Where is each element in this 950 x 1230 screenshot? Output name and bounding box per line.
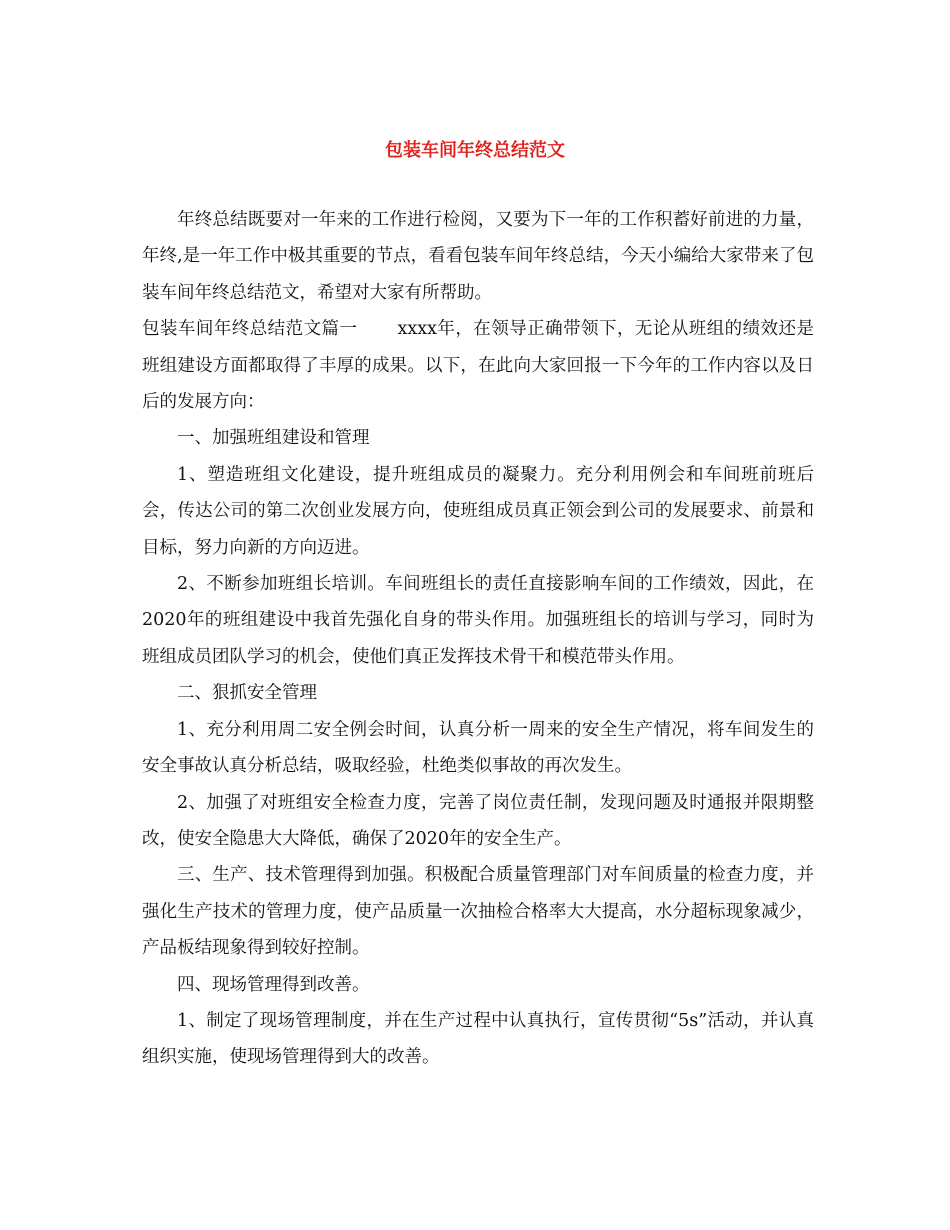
document-title: 包装车间年终总结范文 (385, 140, 565, 161)
heading-section-two: 二、狠抓安全管理 (177, 683, 317, 704)
paragraph-2-1: 1、充分利用周二安全例会时间，认真分析一周来的安全生产情况，将车间发生的安全事故认真分析总结，吸取经验，杜绝类似事故的再次发生。 (142, 719, 814, 777)
paragraph-intro: 年终总结既要对一年来的工作进行检阅，又要为下一年的工作积蓄好前进的力量，年终,是一年工作中极其重要的节点，看看包装车间年终总结，今天小编给大家带来了包装车间年终总结范文，希望对大家有所帮助。 (142, 210, 814, 303)
document-body (142, 202, 814, 1076)
heading-section-four: 四、现场管理得到改善。 (177, 974, 370, 995)
paragraph-1-1: 1、塑造班组文化建设，提升班组成员的凝聚力。充分利用例会和车间班前班后会，传达公司的第二次创业发展方向，使班组成员真正领会到公司的发展要求、前景和目标，努力向新的方向迈进。 (142, 464, 814, 558)
paragraph-1-2: 2、不断参加班组长培训。车间班组长的责任直接影响车间的工作绩效，因此，在2020年的班组建设中我首先强化自身的带头作用。加强班组长的培训与学习，同时为班组成员团队学习的机会，使他们真正发挥技术骨干和模范带头作用。 (142, 574, 814, 667)
heading-section-one: 一、加强班组建设和管理 (177, 428, 370, 449)
article-one-lead: xxxx年，在领导正确带领下，无论从班组的绩效还是班组建设方面都取得了丰厚的成果。以下，在此向大家回报一下今年的工作内容以及日后的发展方向： (142, 319, 815, 413)
article-one-heading: 包装车间年终总结范文篇一 (142, 319, 358, 340)
paragraph-2-2: 2、加强了对班组安全检查力度，完善了岗位责任制，发现问题及时通报并限期整改，使安全隐患大大降低，确保了2020年的安全生产。 (142, 792, 814, 849)
paragraph-4-1: 1、制定了现场管理制度，并在生产过程中认真执行，宣传贯彻“5s”活动，并认真组织实施，使现场管理得到大的改善。 (142, 1010, 814, 1068)
paragraph-section-three: 三、生产、技术管理得到加强。积极配合质量管理部门对车间质量的检查力度，并强化生产技术的管理力度，使产品质量一次抽检合格率大大提高，水分超标现象减少，产品板结现象得到较好控制。 (142, 865, 814, 959)
paragraph-article-one (142, 311, 814, 420)
